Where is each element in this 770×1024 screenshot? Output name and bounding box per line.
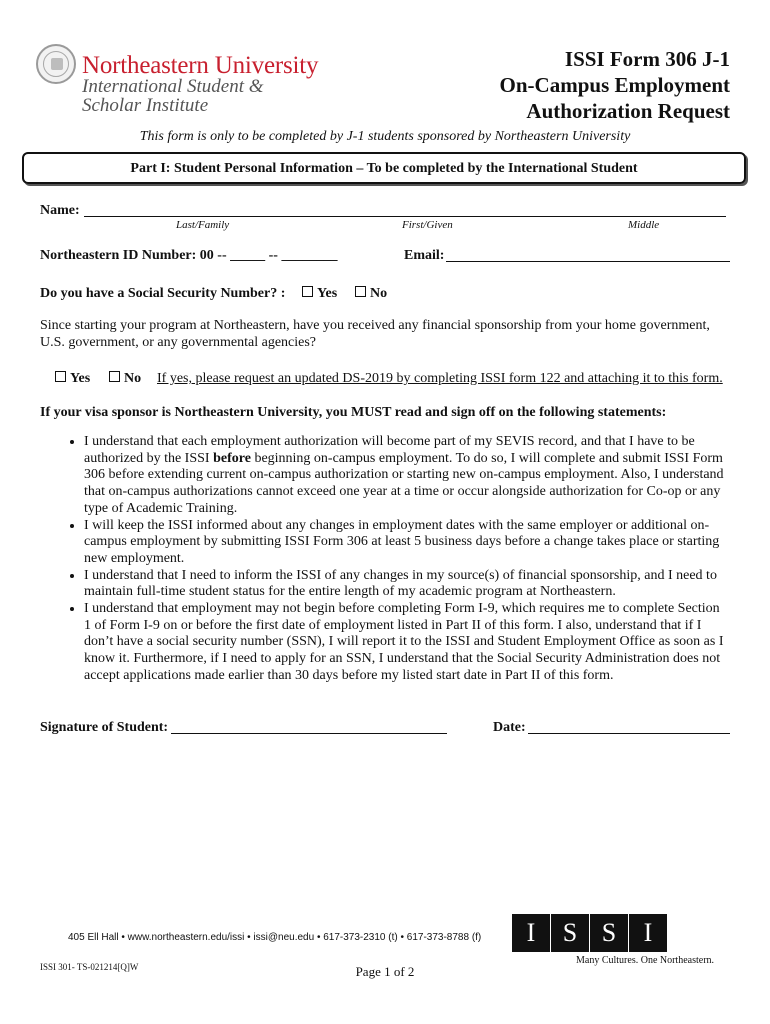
sponsorship-no-checkbox[interactable]	[109, 371, 141, 387]
logo-letter: S	[551, 914, 589, 952]
name-label: Name:	[40, 203, 80, 218]
sponsorship-note: If yes, please request an updated DS-2019 by completing ISSI form 122 and attaching it to this form.	[157, 371, 723, 386]
statement-item-4: • I understand that employment may not begin before completing Form I-9, which requires me to complete Section 1 of Form I-9 on or before the first date of employment listed in Part II of this form. I also, understand that if I don’t have a social security number (SSN), I will report it to the ISSI and Student Employment Office as soon as I know it. Furthermore, if I need to apply for an SSN, I understand that the Social Security Administration does not accept applications made earlier than 30 days before my listed start date in Part II of this form.	[84, 601, 730, 685]
form-subtitle: This form is only to be completed by J-1 students sponsored by Northeastern University	[139, 129, 631, 144]
date-field[interactable]	[528, 719, 730, 734]
form-id: ISSI 301- TS-021214[Q]W	[40, 962, 139, 972]
logo-letter: I	[629, 914, 667, 952]
email-field[interactable]	[446, 247, 730, 262]
page-number: Page 1 of 2	[355, 964, 415, 979]
university-seal-icon	[36, 44, 76, 84]
statement-item-1	[84, 434, 730, 518]
middle-name-caption: Middle	[628, 219, 660, 231]
part1-heading: Part I: Student Personal Information – To be completed by the International Student	[22, 152, 746, 184]
date-label: Date:	[493, 720, 526, 735]
logo-letter: S	[590, 914, 628, 952]
northeastern-id-field[interactable]: Northeastern ID Number: 00 -- _____ -- ________	[40, 248, 338, 263]
statement-1-part-a: I understand that each employment authorization will become part of my SEVIS record, and that I have to be authorized by the ISSI	[84, 434, 695, 466]
contact-info: 405 Ell Hall • www.northeastern.edu/issi • issi@neu.edu • 617-373-2310 (t) • 617-373-8788 (f)	[68, 932, 482, 943]
statement-item-2: • I will keep the ISSI informed about any changes in employment dates with the same employer or additional on-campus employment by submitting ISSI Form 306 at least 5 business days before a change takes place or starting new employment.	[84, 518, 730, 568]
ssn-no-label: No	[370, 286, 388, 301]
checkbox-icon	[355, 286, 366, 297]
first-name-caption: First/Given	[402, 219, 453, 231]
form-title-line-2: On-Campus Employment	[499, 73, 730, 97]
statement-1-bold: before	[213, 450, 251, 466]
institute-line-2: Scholar Institute	[82, 95, 209, 116]
sponsorship-no-label: No	[124, 371, 142, 386]
email-label: Email:	[404, 248, 445, 263]
ssn-yes-checkbox[interactable]	[302, 286, 337, 302]
tagline: Many Cultures. One Northeastern.	[576, 955, 715, 966]
logo-letter: I	[512, 914, 550, 952]
institute-name	[82, 77, 264, 115]
signature-field[interactable]	[171, 719, 447, 734]
checkbox-icon	[302, 286, 313, 297]
issi-logo	[512, 914, 668, 952]
signature-label: Signature of Student:	[40, 720, 169, 735]
sponsorship-yes-checkbox[interactable]	[55, 371, 90, 387]
must-read-statement: If your visa sponsor is Northeastern University, you MUST read and sign off on the following statements:	[40, 405, 667, 420]
university-name: Northeastern University	[82, 52, 319, 79]
form-title-line-1: ISSI Form 306 J-1	[564, 47, 730, 71]
checkbox-icon	[55, 371, 66, 382]
institute-line-1: International Student &	[82, 76, 264, 97]
sponsorship-yes-label: Yes	[70, 371, 91, 386]
form-title-line-3: Authorization Request	[526, 99, 730, 123]
form-title	[500, 46, 730, 124]
statement-item-3: • I understand that I need to inform the ISSI of any changes in my source(s) of financial sponsorship, and I need to maintain full-time student status for the entire length of my academic program at Northeastern.	[84, 568, 730, 601]
sponsorship-question: Since starting your program at Northeastern, have you received any financial sponsorship from your home government, U.S. government, or any governmental agencies?	[40, 318, 710, 350]
name-field[interactable]	[84, 202, 726, 217]
ssn-question: Do you have a Social Security Number? :	[40, 286, 286, 301]
ssn-yes-label: Yes	[317, 286, 338, 301]
checkbox-icon	[109, 371, 120, 382]
statement-1-part-b: beginning on-campus employment. To do so, I will complete and submit ISSI Form 306 before extending current on-campus authorization or starting new on-campus employment. Also, I understand that on-campus authorizations cannot exceed one year at a time or occur alongside authorization for Co-op or any type of Academic Training.	[84, 450, 724, 516]
statements-list	[40, 434, 730, 685]
last-name-caption: Last/Family	[176, 219, 230, 231]
ssn-no-checkbox[interactable]	[355, 286, 387, 302]
